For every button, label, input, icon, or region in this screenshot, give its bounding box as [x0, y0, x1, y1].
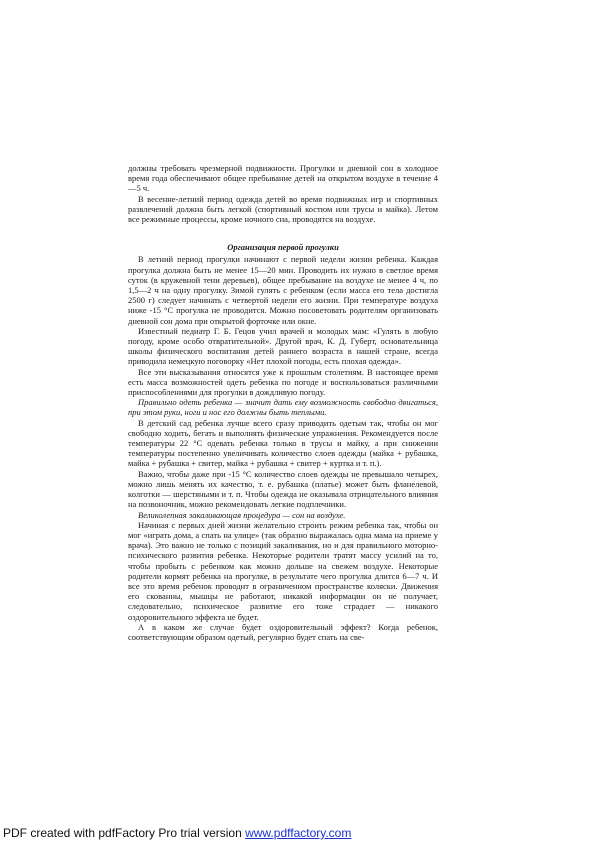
- page-body: [128, 163, 438, 642]
- pdffactory-link[interactable]: www.pdffactory.com: [245, 826, 352, 840]
- paragraph: Известный педиатр Г. Б. Гецов учил врачей и молодых мам: «Гулять в любую погоду, кроме особо отвратительной». Другой врач, К. Д. Губерт, основательница школы физического воспитания детей раннего возраста в нашей стране, всегда приводила немецкую поговорку «Нет плохой погоды, есть плохая одежда».: [128, 325, 438, 367]
- italic-paragraph: Правильно одеть ребенка — значит дать ему возможность свободно двигаться, при этом руки, ноги и нос его должны быть теплыми.: [128, 397, 438, 418]
- paragraph: Все эти высказывания относятся уже к прошлым столетиям. В настоящее время есть масса возможностей одеть ребенка по погоде и воспользоваться различными приспособлениями для прогулки в дождливую погоду.: [128, 366, 438, 398]
- footer-text: PDF created with pdfFactory Pro trial version: [3, 826, 246, 840]
- italic-paragraph: Великолепная закаливающая процедура — сон на воздухе.: [138, 509, 346, 520]
- paragraph: Начиная с первых дней жизни желательно строить режим ребенка так, чтобы он мог «играть дома, а спать на улице» (так образно выражалась одна мама на приеме у врача). Это важно не только с позиций закаливания, но и для правильного моторно-психического развития ребенка. Некоторые родители тратят массу усилий на то, чтобы пробыть с ребенком как можно дольше на свежем воздухе. Некоторые родители кормят ребенка на прогулке, в результате чего прогулка длится 6—7 ч. И все это время ребенок проводит в ограниченном пространстве коляски. Движения его скованны, мышцы не работают, никакой информации он не получает, следовательно, психическое развитие его тоже страдает — никакого оздоровительного эффекта не будет.: [128, 519, 438, 622]
- paragraph: должны требовать чрезмерной подвижности. Прогулки и дневной сон в холодное время года обеспечивают общее пребывание детей на открытом воздухе в течение 4—5 ч.: [128, 163, 438, 194]
- paragraph: В детский сад ребенка лучше всего сразу приводить одетым так, чтобы он мог свободно ходить, бегать и выполнять физические упражнения. Рекомендуется после температуры 22 °С одевать ребенка только в трусы и майку, а при снижении температуры постепенно увеличивать количество слоев одежды (майка + рубашка, майка + рубашка + свитер, майка + рубашка + свитер + куртка и т. п.).: [128, 417, 438, 469]
- paragraph: В летний период прогулки начинают с первой недели жизни ребенка. Каждая прогулка должна быть не менее 15—20 мин. Проводить их нужно в светлое время суток (в кружевной тени деревьев), общее пребывание на воздухе не менее 4 ч, по 1,5—2 ч на одну прогулку. Зимой гулять с ребенком (если масса его тела достигла 2500 г) следует начинать с четвертой недели его жизни. При температуре воздуха ниже -15 °С прогулка не проводится. Можно посоветовать родителям организовать дневной сон дома при открытой форточке или окне.: [128, 254, 438, 326]
- paragraph: В весенне-летний период одежда детей во время подвижных игр и спортивных развлечений должна быть легкой (спортивный костюм или трусы и майка). Летом все режимные процессы, кроме ночного сна, проводятся на воздухе.: [128, 193, 438, 225]
- paragraph: Важно, чтобы даже при -15 °С количество слоев одежды не превышало четырех, можно лишь менять их качество, т. е. рубашка (платье) может быть фланелевой, колготки — шерстяными и т. п. Чтобы одежда не оказывала отрицательного влияния на позвоночник, можно рекомендовать легкие подплечники.: [128, 468, 438, 510]
- paragraph: А в каком же случае будет оздоровительный эффект? Когда ребенок, соответствующим образом одетый, регулярно будет спать на све-: [128, 621, 438, 642]
- pdf-footer: [3, 826, 351, 840]
- section-heading: Организация первой прогулки: [227, 242, 339, 253]
